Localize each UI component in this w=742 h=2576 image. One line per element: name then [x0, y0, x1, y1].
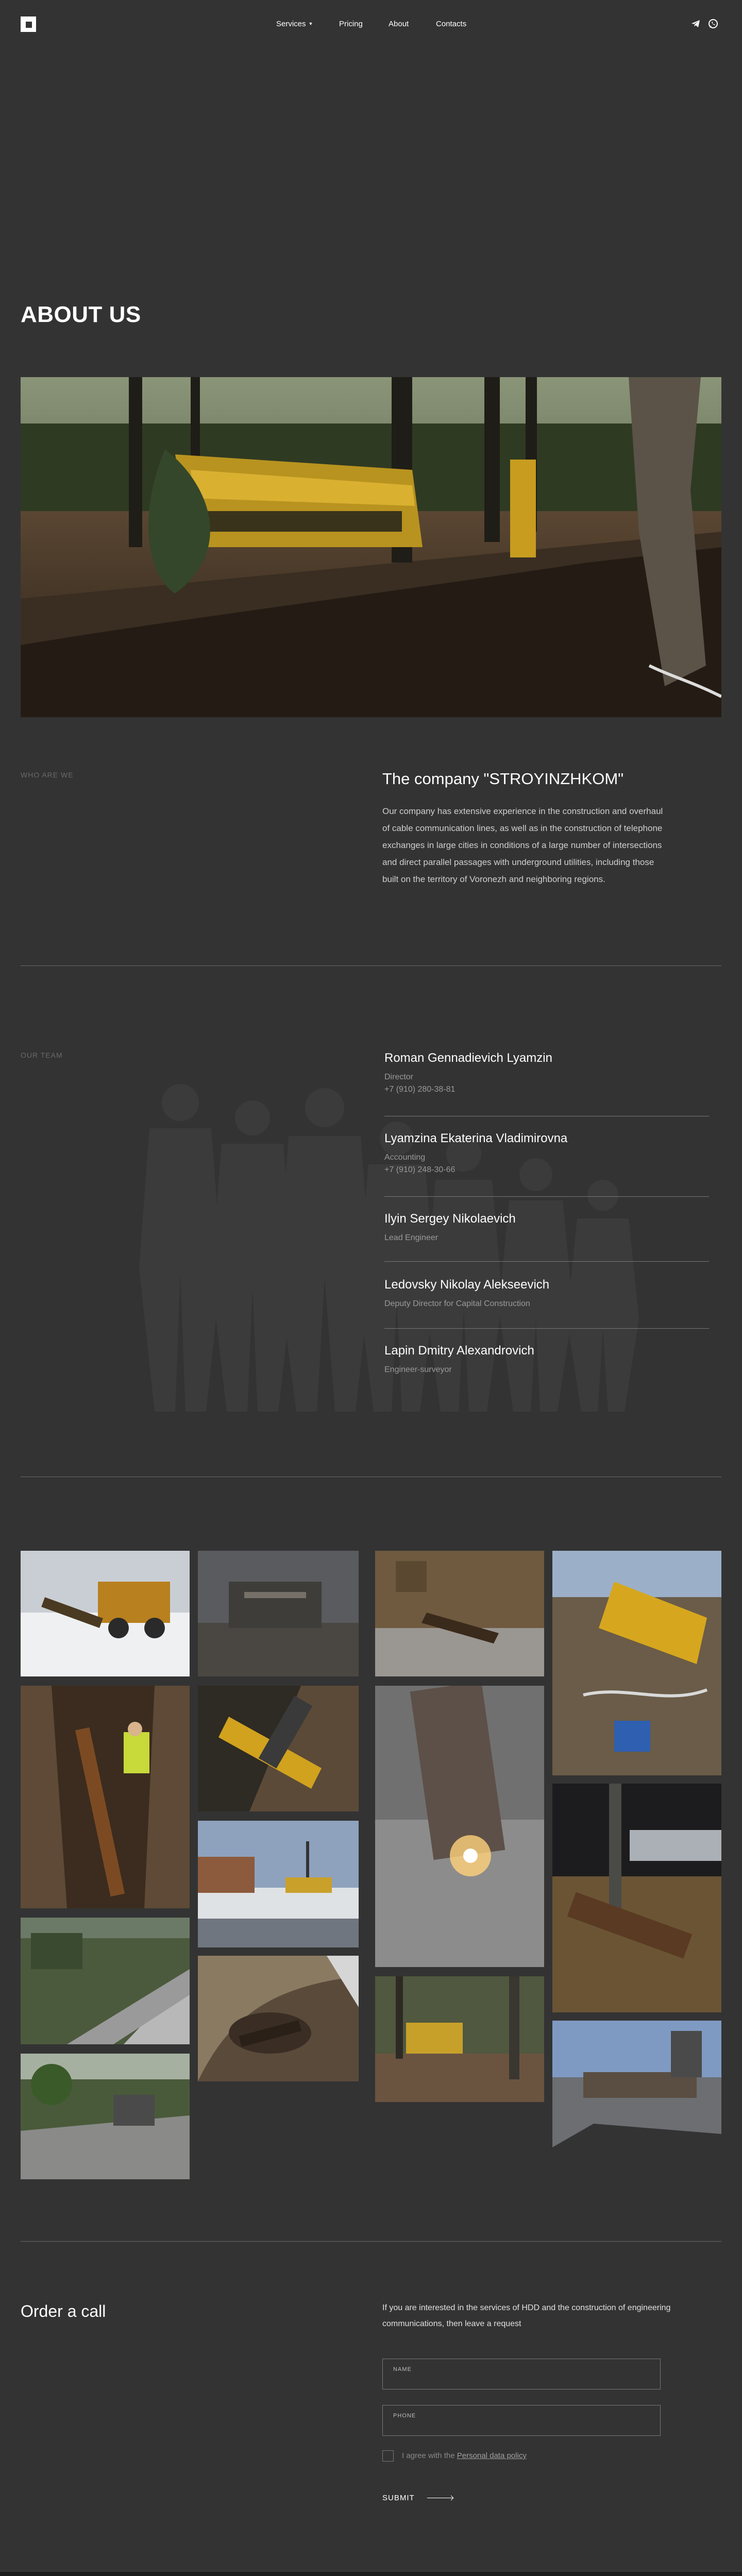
member-name: Roman Gennadievich Lyamzin — [384, 1051, 552, 1065]
name-label: NAME — [393, 2366, 412, 2372]
submit-label: SUBMIT — [382, 2493, 415, 2502]
member-phone[interactable]: +7 (910) 280-38-81 — [384, 1085, 456, 1094]
name-input[interactable] — [393, 2375, 651, 2386]
page-title: ABOUT US — [21, 302, 141, 327]
gallery-photo[interactable] — [552, 1784, 721, 2012]
gallery-photo[interactable] — [552, 1551, 721, 1775]
company-description: Our company has extensive experience in the construction and overhaul of cable communication lines, as well as in the construction of telephone exchanges in large cities in conditions of a large number of intersections and direct parallel passages with underground utilities, including those built on the territory of Voronezh and neighboring regions. — [382, 806, 663, 884]
team-member — [384, 1344, 709, 1375]
gallery-photo[interactable] — [198, 1686, 359, 1811]
submit-button[interactable] — [382, 2492, 453, 2504]
phone-label: PHONE — [393, 2413, 416, 2419]
phone-field[interactable] — [382, 2405, 661, 2436]
section-label-who: WHO ARE WE — [21, 771, 74, 779]
main-nav — [0, 20, 742, 30]
order-title: Order a call — [21, 2302, 106, 2320]
member-role: Deputy Director for Capital Construction — [384, 1299, 530, 1308]
member-role: Engineer-surveyor — [384, 1365, 452, 1374]
telegram-icon[interactable] — [690, 19, 701, 29]
consent-prefix: I agree with the — [402, 2451, 457, 2460]
footer — [0, 2572, 742, 2576]
gallery-photo[interactable] — [198, 1551, 359, 1676]
gallery-photo[interactable] — [198, 1956, 359, 2081]
team-member — [384, 1212, 709, 1243]
member-name: Lapin Dmitry Alexandrovich — [384, 1344, 534, 1358]
gallery-photo[interactable] — [198, 1821, 359, 1947]
nav-services[interactable] — [276, 20, 313, 28]
member-role: Accounting — [384, 1153, 426, 1162]
nav-pricing[interactable]: Pricing — [339, 20, 363, 28]
name-field[interactable] — [382, 2359, 661, 2389]
personal-data-policy-link[interactable]: Personal data policy — [457, 2451, 527, 2460]
gallery-photo[interactable] — [21, 1686, 190, 1908]
nav-services-label: Services — [276, 20, 306, 28]
divider — [21, 965, 721, 966]
company-title: The company "STROYINZHKOM" — [382, 770, 624, 788]
gallery-photo[interactable] — [21, 1551, 190, 1676]
member-divider — [384, 1328, 709, 1329]
member-role: Director — [384, 1073, 414, 1081]
team-member — [384, 1278, 709, 1309]
gallery-photo[interactable] — [21, 1918, 190, 2044]
gallery-photo[interactable] — [375, 1686, 544, 1967]
section-label-team: OUR TEAM — [21, 1051, 63, 1059]
hero-image — [21, 377, 721, 717]
nav-about[interactable]: About — [389, 20, 409, 28]
member-divider — [384, 1196, 709, 1197]
consent-checkbox[interactable] — [382, 2450, 394, 2462]
gallery-photo[interactable] — [21, 2054, 190, 2179]
gallery-photo[interactable] — [375, 1551, 544, 1676]
gallery-photo[interactable] — [552, 2021, 721, 2147]
nav-contacts[interactable]: Contacts — [436, 20, 467, 28]
phone-input[interactable] — [393, 2421, 651, 2432]
chevron-down-icon: ▼ — [308, 21, 313, 26]
header — [0, 0, 742, 47]
team-member — [384, 1051, 709, 1094]
member-name: Ilyin Sergey Nikolaevich — [384, 1212, 516, 1226]
consent-text — [402, 2451, 527, 2460]
member-divider — [384, 1261, 709, 1262]
gallery-photo[interactable] — [375, 1976, 544, 2102]
whatsapp-icon[interactable] — [708, 19, 718, 29]
member-phone[interactable]: +7 (910) 248-30-66 — [384, 1165, 456, 1174]
team-member — [384, 1131, 709, 1175]
member-name: Lyamzina Ekaterina Vladimirovna — [384, 1131, 568, 1145]
order-description: If you are interested in the services of HDD and the construction of engineering communications, then leave a request — [382, 2303, 671, 2328]
member-role: Lead Engineer — [384, 1233, 439, 1242]
member-name: Ledovsky Nikolay Alekseevich — [384, 1278, 550, 1292]
divider — [21, 2241, 721, 2242]
